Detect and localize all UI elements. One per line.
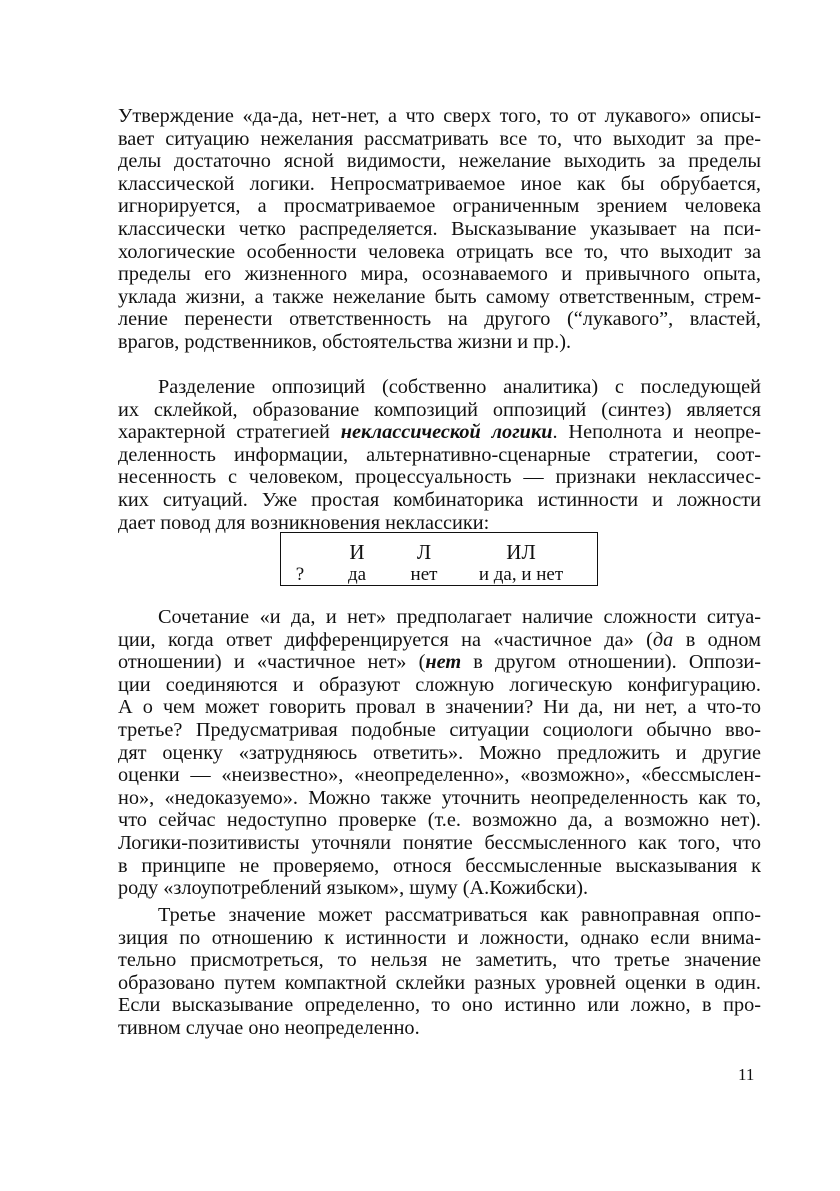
text-line: ких ситуаций. Уже простая комбинаторика истинности и ложности [118, 488, 761, 511]
table-cell: ? [295, 564, 305, 585]
text-line: хологические особенности человека отрицать все то, что выходит за [118, 240, 761, 263]
text-line: но», «недоказуемо». Можно также уточнить неопределенность как то, [118, 786, 761, 809]
text-line [118, 629, 761, 652]
text-line: что сейчас недоступно проверке (т.е. возможно да, а возможно нет). [118, 809, 761, 832]
text-line: зиция по отношению к истинности и ложности, однако если внима- [118, 926, 761, 949]
text-run: в одном [673, 628, 761, 651]
text-line: дят оценку «затрудняюсь ответить». Можно предложить и другие [118, 741, 761, 764]
text-run: . Неполнота и неопре- [552, 421, 762, 444]
text-line: третье? Предусматривая подобные ситуации социологи обычно вво- [118, 718, 761, 741]
text-run: характерной стратегией [118, 421, 341, 444]
text-line: тельно присмотреться, то нельзя не заметить, что третье значение [118, 949, 761, 972]
text-line: Если высказывание определенно, то оно истинно или ложно, в про- [118, 994, 761, 1017]
text-line: Утверждение «да-да, нет-нет, а что сверх того, то от лукавого» описы- [118, 105, 761, 127]
text-line: вает ситуацию нежелания рассматривать все то, что выходит за пре- [118, 127, 761, 150]
text-line: уклада жизни, а также нежелание быть самому ответственным, стрем- [118, 285, 761, 308]
truth-table [280, 532, 598, 586]
text-line: несенность с человеком, процессуальность — признаки неклассичес- [118, 466, 761, 489]
emphasis-word: нет [425, 651, 462, 674]
emphasis-word: да [652, 628, 674, 651]
text-line: деленность информации, альтернативно-сценарные стратегии, соот- [118, 443, 761, 466]
text-run: ции, когда ответ дифференцируется на «частичное да» ( [118, 628, 653, 651]
paragraph-3 [118, 606, 761, 900]
text-line: Третье значение может рассматриваться как равноправная оппо- [158, 904, 761, 926]
text-line: в принципе не проверяемо, относя бессмысленные высказывания к [118, 854, 761, 877]
text-line: делы достаточно ясной видимости, нежелание выходить за пределы [118, 150, 761, 173]
text-line: классической логики. Непросматриваемое иное как бы обрубается, [118, 172, 761, 195]
text-line: классически четко распределяется. Высказывание указывает на пси- [118, 217, 761, 240]
page-number: 11 [738, 1065, 755, 1084]
table-header-cell: И [349, 540, 365, 564]
text-line: Логики-позитивисты уточняли понятие бессмысленного как того, что [118, 831, 761, 854]
text-line [118, 421, 761, 444]
text-line: Сочетание «и да, и нет» предполагает наличие сложности ситуа- [158, 606, 761, 628]
text-line: ции соединяются и образуют сложную логическую конфигурацию. [118, 673, 761, 696]
paragraph-1 [118, 105, 761, 354]
text-line: дает повод для возникновения неклассики: [118, 511, 490, 534]
text-line: Разделение оппозиций (собственно аналитика) с последующей [158, 376, 761, 398]
paragraph-4 [118, 904, 761, 1040]
paragraph-2 [118, 376, 761, 534]
text-line: пределы его жизненного мира, осознаваемого и привычного опыта, [118, 263, 761, 286]
text-line: роду «злоупотреблений языком», шуму (А.Кожибски). [118, 877, 589, 900]
text-line: образовано путем компактной склейки разных уровней оценки в один. [118, 971, 761, 994]
text-line: ление перенести ответственность на другого (“лукавого”, властей, [118, 308, 761, 331]
emphasis-term: неклассической логики [340, 421, 553, 444]
table-cell: да [347, 564, 367, 585]
text-line: врагов, родственников, обстоятельства жизни и пр.). [118, 330, 572, 353]
text-line: их склейкой, образование композиций оппозиций (синтез) является [118, 398, 761, 421]
text-line: тивном случае оно неопределенно. [118, 1016, 420, 1039]
text-line [118, 651, 761, 674]
table-cell: нет [410, 564, 438, 585]
table-header-cell: ИЛ [506, 540, 536, 564]
text-line: оценки — «неизвестно», «неопределенно», «возможно», «бессмыслен- [118, 764, 761, 787]
text-run: отношении) и «частичное нет» ( [118, 651, 426, 674]
table-header-cell: Л [416, 540, 432, 564]
text-run: в другом отношении). Оппози- [461, 651, 761, 674]
table-cell: и да, и нет [478, 564, 564, 585]
text-line: А о чем может говорить провал в значении? Ни да, ни нет, а что-то [118, 696, 761, 719]
text-line: игнорируется, а просматриваемое ограниченным зрением человека [118, 195, 761, 218]
